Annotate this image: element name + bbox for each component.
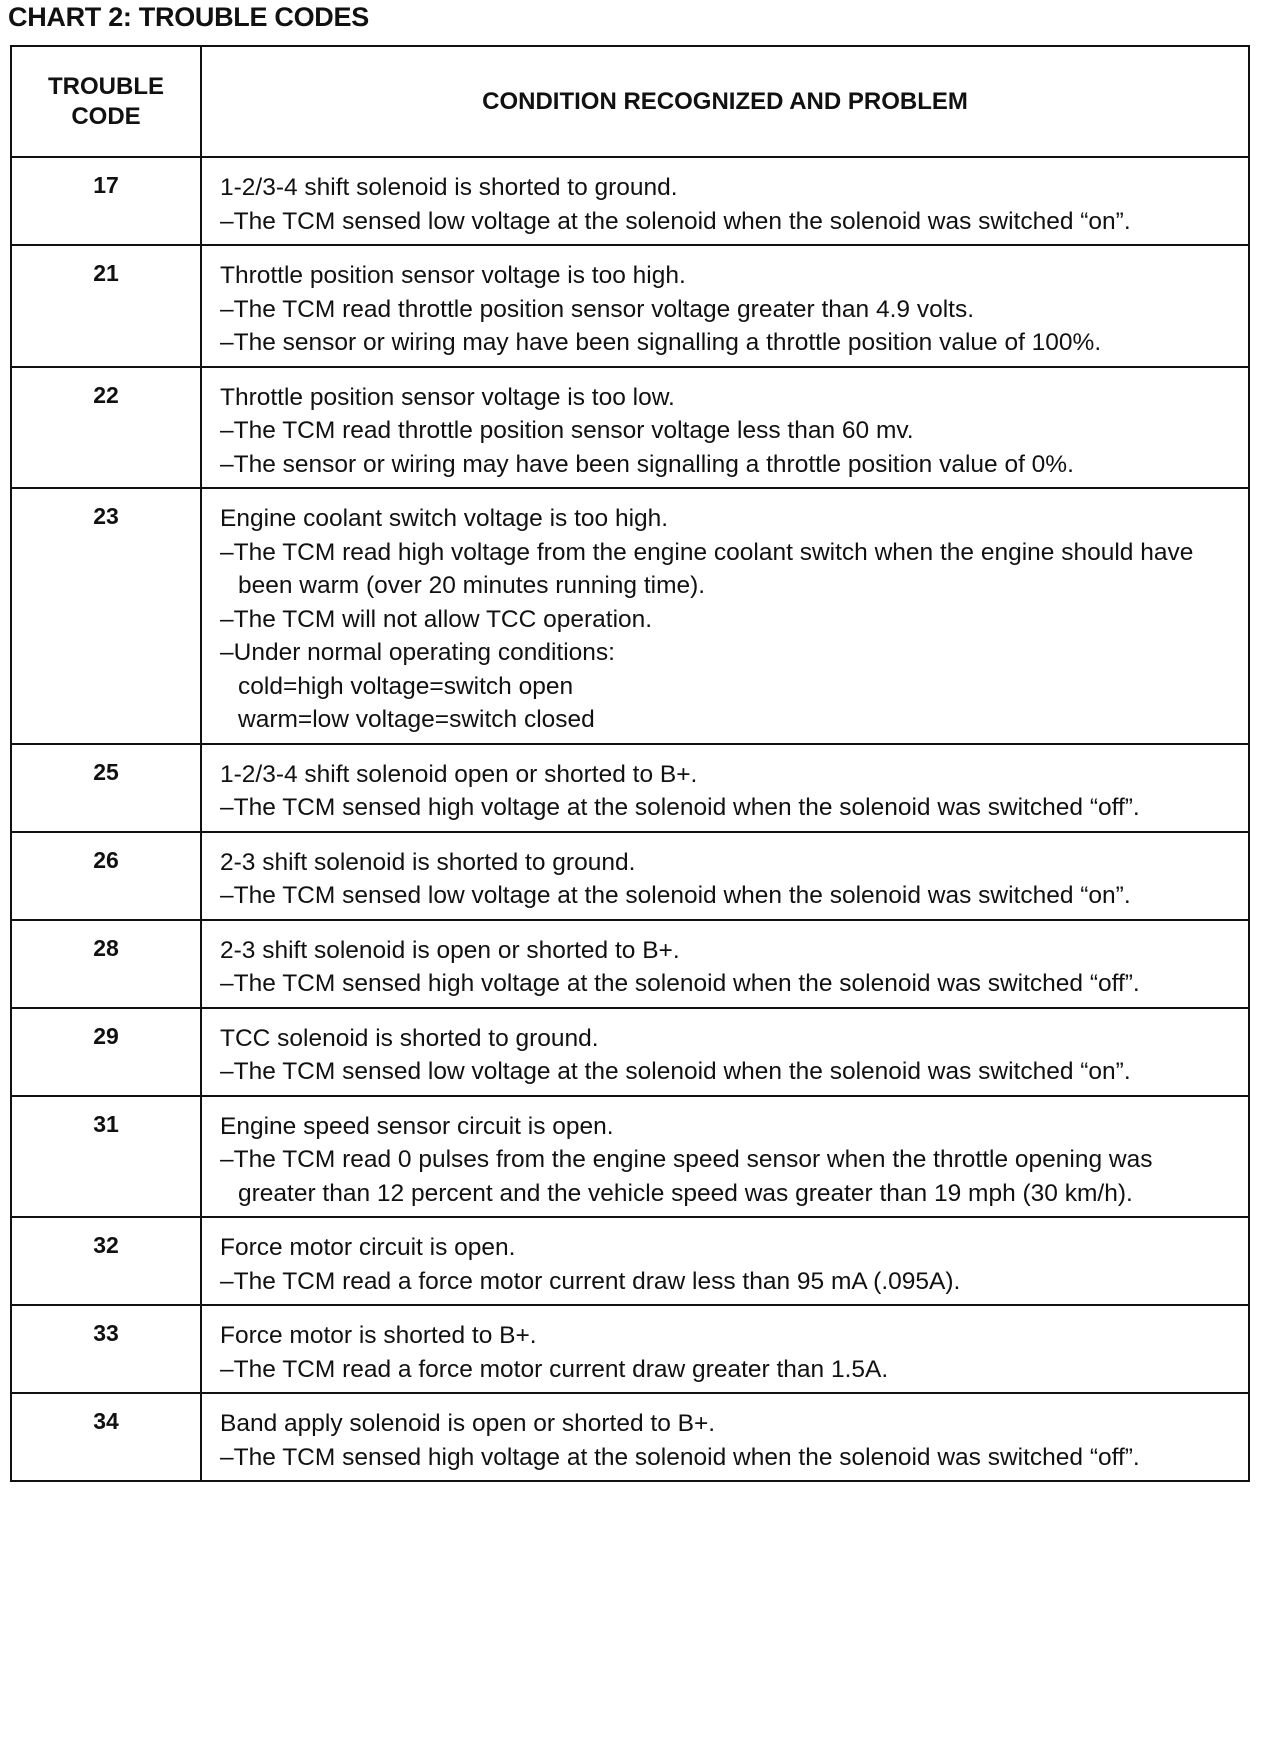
table-row [11,1008,1249,1096]
condition-cell [201,245,1249,367]
table-row [11,157,1249,245]
condition-detail: –The sensor or wiring may have been signalling a throttle position value of 0%. [220,450,1074,478]
condition-detail: –The TCM read throttle position sensor voltage greater than 4.9 volts. [220,295,975,323]
condition-summary: 1-2/3-4 shift solenoid is shorted to ground. [220,174,678,201]
condition-detail: –The TCM sensed low voltage at the solenoid when the solenoid was switched “on”. [220,882,1131,909]
condition-detail: –The TCM sensed high voltage at the solenoid when the solenoid was switched “off”. [220,970,1140,997]
condition-detail: –The TCM sensed low voltage at the solenoid when the solenoid was switched “on”. [220,1058,1131,1085]
condition-summary: Throttle position sensor voltage is too low. [220,383,675,411]
trouble-codes-table [10,45,1250,1482]
condition-detail: warm=low voltage=switch closed [238,706,595,733]
table-row [11,832,1249,920]
condition-cell [201,1217,1249,1305]
table-row [11,1305,1249,1393]
condition-detail: –The sensor or wiring may have been signalling a throttle position value of 100%. [220,329,1102,356]
condition-summary: Throttle position sensor voltage is too high. [220,262,686,289]
trouble-code-cell: 22 [11,367,201,489]
condition-detail: cold=high voltage=switch open [238,672,574,700]
condition-cell [201,1008,1249,1096]
condition-cell [201,1305,1249,1393]
trouble-code-cell: 26 [11,832,201,920]
table-row [11,367,1249,489]
trouble-code-cell: 28 [11,920,201,1008]
condition-detail: –The TCM read high voltage from the engine coolant switch when the engine should have been warm (over 20 minutes running time). [220,538,1194,599]
trouble-code-cell: 23 [11,488,201,744]
table-row [11,245,1249,367]
condition-cell [201,157,1249,245]
condition-summary: Band apply solenoid is open or shorted to B+. [220,1410,716,1437]
condition-cell [201,744,1249,832]
condition-detail: –The TCM read a force motor current draw less than 95 mA (.095A). [220,1267,961,1295]
condition-detail: –The TCM sensed high voltage at the solenoid when the solenoid was switched “off”. [220,794,1140,821]
condition-summary: 2-3 shift solenoid is open or shorted to B+. [220,936,680,964]
table-row [11,744,1249,832]
condition-detail: –The TCM read 0 pulses from the engine speed sensor when the throttle opening was greater than 12 percent and the vehicle speed was greater than 19 mph (30 km/h). [220,1146,1153,1207]
condition-detail: –Under normal operating conditions: [220,639,615,666]
condition-summary: Force motor circuit is open. [220,1234,516,1261]
condition-detail: –The TCM sensed high voltage at the solenoid when the solenoid was switched “off”. [220,1443,1140,1471]
condition-summary: 1-2/3-4 shift solenoid open or shorted to B+. [220,760,698,788]
condition-cell [201,832,1249,920]
chart-title: CHART 2: TROUBLE CODES [8,2,369,32]
condition-cell [201,1393,1249,1481]
condition-detail: –The TCM read throttle position sensor voltage less than 60 mv. [220,417,914,444]
condition-detail: –The TCM will not allow TCC operation. [220,605,653,633]
condition-summary: Engine coolant switch voltage is too high. [220,505,669,532]
condition-cell [201,488,1249,744]
trouble-code-cell: 32 [11,1217,201,1305]
header-trouble-code [11,46,201,157]
condition-detail: –The TCM read a force motor current draw greater than 1.5A. [220,1355,889,1383]
condition-summary: Engine speed sensor circuit is open. [220,1112,614,1140]
table-body [11,157,1249,1481]
trouble-code-cell: 29 [11,1008,201,1096]
trouble-code-cell: 34 [11,1393,201,1481]
trouble-code-cell: 25 [11,744,201,832]
table-row [11,1393,1249,1481]
trouble-code-cell: 31 [11,1096,201,1218]
table-row [11,488,1249,744]
table-row [11,1217,1249,1305]
trouble-code-cell: 33 [11,1305,201,1393]
condition-cell [201,920,1249,1008]
condition-detail: –The TCM sensed low voltage at the solenoid when the solenoid was switched “on”. [220,207,1131,235]
header-trouble-code-label: TROUBLE CODE [48,72,164,130]
table-header [11,46,1249,157]
condition-summary: Force motor is shorted to B+. [220,1322,537,1349]
table-row [11,920,1249,1008]
header-condition: CONDITION RECOGNIZED AND PROBLEM [201,46,1249,157]
trouble-code-cell: 21 [11,245,201,367]
table-row [11,1096,1249,1218]
condition-cell [201,367,1249,489]
condition-summary: 2-3 shift solenoid is shorted to ground. [220,848,636,876]
condition-cell [201,1096,1249,1218]
trouble-code-cell: 17 [11,157,201,245]
header-row [11,46,1249,157]
condition-summary: TCC solenoid is shorted to ground. [220,1024,599,1052]
